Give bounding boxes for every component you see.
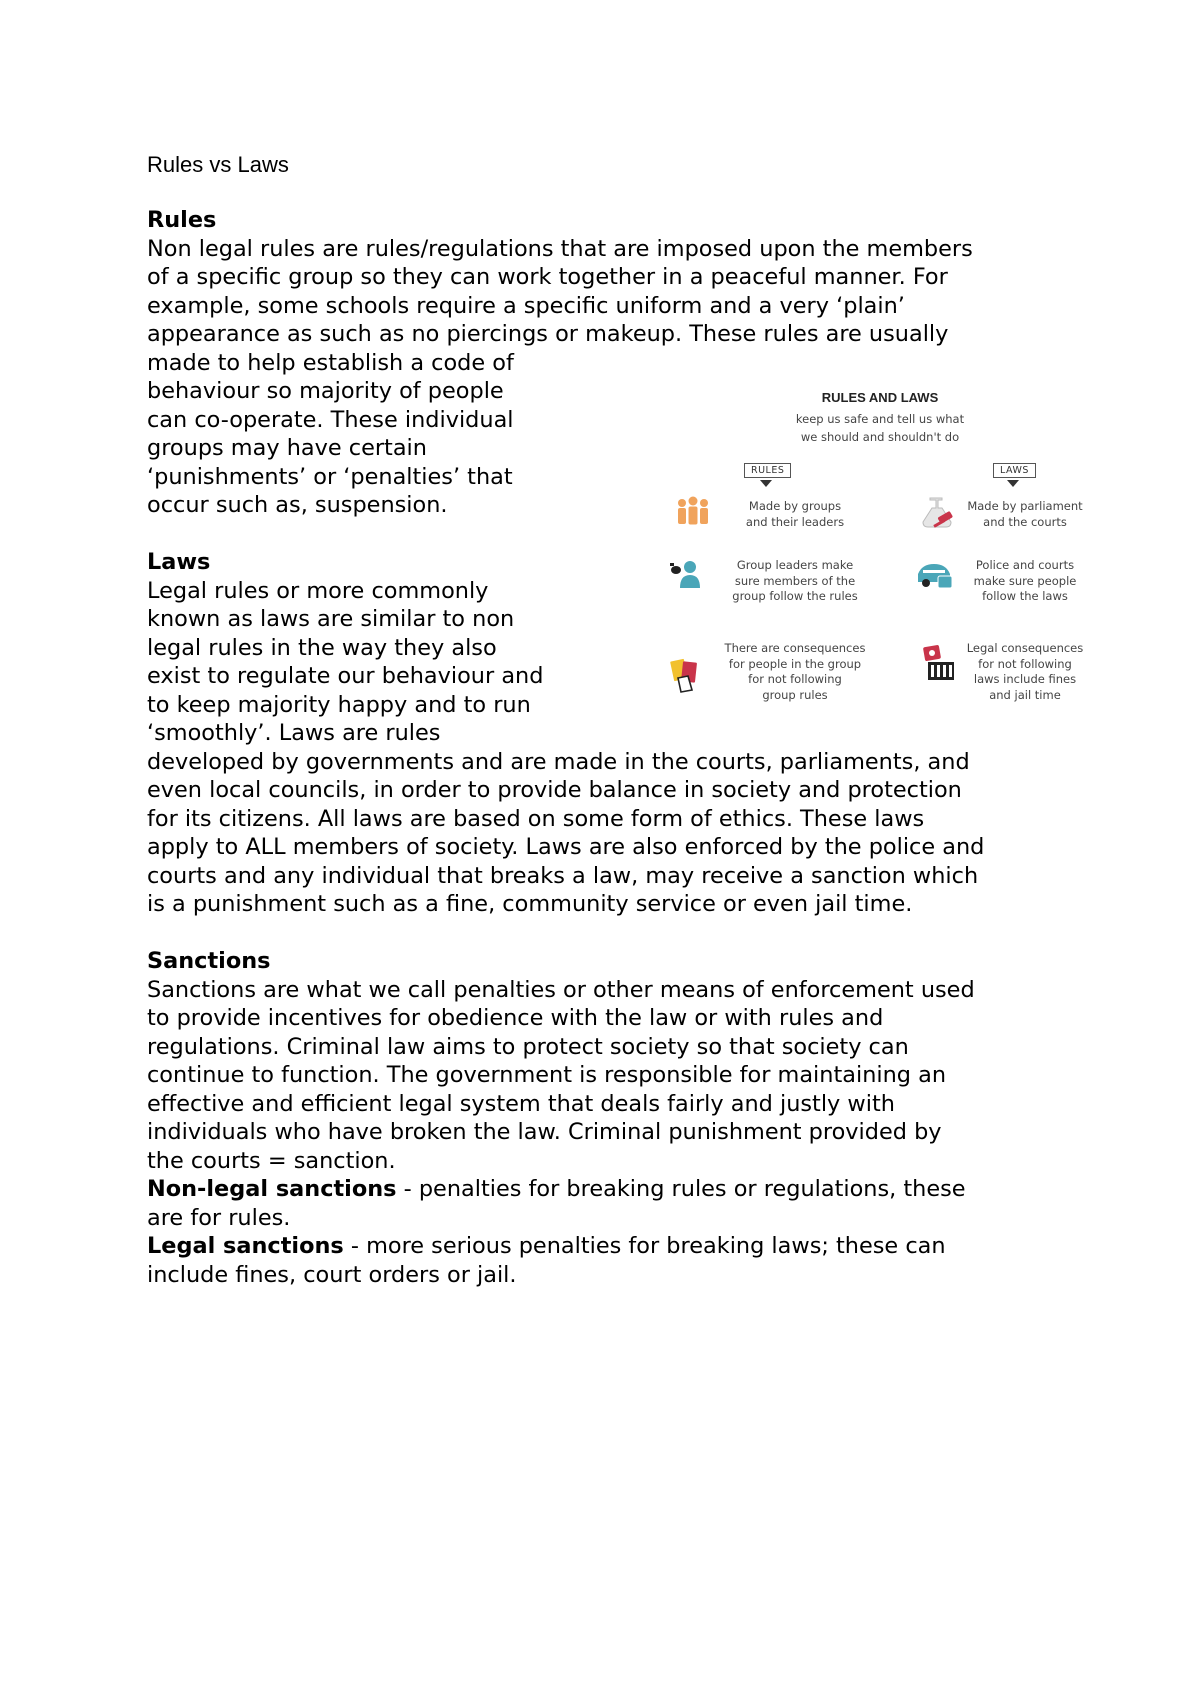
rules-line: occur such as, suspension.	[147, 492, 448, 518]
rules-item-line: and their leaders	[745, 514, 845, 529]
laws-line: courts and any individual that breaks a law, may receive a sanction which	[147, 862, 979, 889]
rules-line: ‘punishments’ or ‘penalties’ that	[147, 463, 513, 490]
rules-item-line: for people in the group	[728, 656, 862, 671]
sanctions-line: Sanctions are what we call penalties or other means of enforcement used	[147, 976, 975, 1003]
rules-heading: Rules	[147, 207, 217, 233]
laws-item-line: follow the laws	[982, 589, 1068, 603]
penalty-card-icon	[668, 656, 706, 694]
sanctions-line: individuals who have broken the law. Criminal punishment provided by	[147, 1119, 942, 1145]
infographic-subtitle	[780, 410, 980, 446]
rules-item-consequences	[720, 641, 870, 703]
sanctions-line: the courts = sanction.	[147, 1147, 396, 1174]
laws-item-police-and-courts	[950, 558, 1100, 605]
rules-line: appearance as such as no piercings or makeup. These rules are usually	[147, 321, 949, 347]
laws-line: ‘smoothly’. Laws are rules	[147, 720, 441, 746]
laws-line: developed by governments and are made in the courts, parliaments, and	[147, 748, 970, 775]
non-legal-sanctions-term: Non-legal sanctions	[147, 1176, 397, 1202]
laws-line: known as laws are similar to non	[147, 606, 515, 632]
leader-whistle-icon	[668, 556, 706, 594]
laws-arrow-icon	[1007, 480, 1019, 487]
sanctions-line: continue to function. The government is responsible for maintaining an	[147, 1062, 947, 1088]
laws-item-legal-consequences	[950, 641, 1100, 703]
laws-line: to keep majority happy and to run	[147, 691, 531, 718]
laws-item-line: and jail time	[989, 687, 1061, 702]
sanctions-line: regulations. Criminal law aims to protect society so that society can	[147, 1033, 909, 1060]
legal-sanctions-line	[147, 1232, 1077, 1261]
laws-line: Legal rules or more commonly	[147, 577, 489, 604]
non-legal-sanctions-line	[147, 1175, 1077, 1204]
rules-item-group-leaders	[720, 558, 870, 605]
sanctions-paragraph	[147, 976, 1077, 1290]
laws-item-made-by-parliament	[950, 499, 1100, 530]
non-legal-sanctions-line-2: are for rules.	[147, 1204, 291, 1231]
rules-line: of a specific group so they can work together in a peaceful manner. For	[147, 264, 948, 290]
police-car-icon	[916, 556, 954, 594]
legal-sanctions-line-2: include fines, court orders or jail.	[147, 1261, 517, 1288]
infographic-title: RULES AND LAWS	[821, 390, 939, 405]
page-title: Rules vs Laws	[147, 152, 289, 177]
laws-item-line: Police and courts	[975, 558, 1075, 572]
laws-heading: Laws	[147, 549, 211, 575]
document-body	[147, 206, 1077, 1289]
group-people-icon	[674, 494, 712, 532]
laws-line: for its citizens. All laws are based on some form of ethics. These laws	[147, 805, 925, 832]
rules-item-line: for not following	[748, 672, 842, 686]
rules-item-line: sure members of the	[734, 573, 856, 588]
rules-line: made to help establish a code of	[147, 349, 514, 376]
rules-item-made-by-groups	[720, 499, 870, 530]
laws-line: apply to ALL members of society. Laws are also enforced by the police and	[147, 834, 985, 860]
laws-item-line: Legal consequences	[966, 641, 1084, 655]
rules-item-line: Made by groups	[748, 499, 842, 513]
laws-item-line: make sure people	[973, 573, 1077, 588]
sanctions-line: effective and efficient legal system that deals fairly and justly with	[147, 1090, 895, 1117]
infographic-subtitle-line: we should and shouldn't do	[800, 430, 960, 444]
laws-line: even local councils, in order to provide balance in society and protection	[147, 777, 962, 803]
laws-line: legal rules in the way they also	[147, 634, 497, 661]
rules-item-line: group follow the rules	[732, 589, 858, 603]
non-legal-sanctions-desc: - penalties for breaking rules or regulations, these	[396, 1176, 966, 1202]
laws-item-line: laws include fines	[973, 672, 1077, 686]
laws-item-line: Made by parliament	[967, 499, 1083, 513]
rules-line: behaviour so majority of people	[147, 378, 504, 404]
infographic-subtitle-line: keep us safe and tell us what	[795, 412, 965, 426]
legal-sanctions-term: Legal sanctions	[147, 1233, 344, 1259]
sanctions-line: to provide incentives for obedience with the law or with rules and	[147, 1005, 884, 1031]
rules-tag: RULES	[744, 463, 791, 478]
rules-line: example, some schools require a specific uniform and a very ‘plain’	[147, 292, 905, 319]
laws-line: is a punishment such as a fine, community service or even jail time.	[147, 891, 913, 917]
laws-line: exist to regulate our behaviour and	[147, 663, 544, 689]
rules-line: groups may have certain	[147, 435, 427, 461]
sanctions-heading: Sanctions	[147, 948, 271, 974]
rules-line: Non legal rules are rules/regulations that are imposed upon the members	[147, 235, 973, 262]
rules-item-line: group rules	[762, 687, 828, 702]
legal-sanctions-desc: - more serious penalties for breaking laws; these can	[343, 1233, 946, 1259]
rules-item-line: Group leaders make	[736, 558, 854, 572]
laws-item-line: and the courts	[983, 514, 1067, 529]
laws-item-line: for not following	[978, 656, 1072, 671]
rules-line: can co-operate. These individual	[147, 406, 514, 433]
rules-and-laws-infographic	[660, 388, 1100, 708]
laws-tag: LAWS	[993, 463, 1036, 478]
rules-item-line: There are consequences	[724, 641, 866, 655]
rules-arrow-icon	[760, 480, 772, 487]
